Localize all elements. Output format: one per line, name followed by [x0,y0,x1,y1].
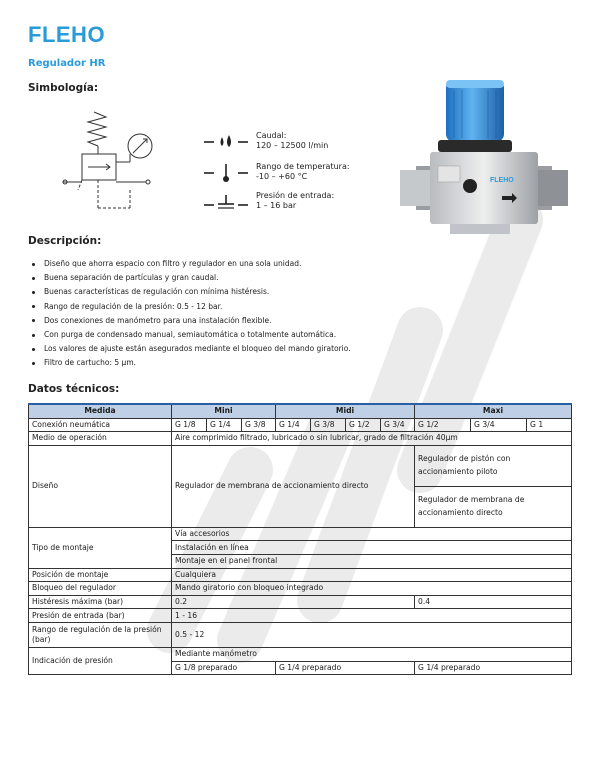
connection-cell: G 1/4 [276,418,311,432]
regulator-symbol-icon [58,110,168,220]
inlet-label: Presión de entrada (bar) [29,609,172,623]
table-row [29,432,572,446]
lock-value: Mando giratorio con bloqueo integrado [172,582,572,596]
connection-cell: G 1/2 [346,418,381,432]
list-item: Los valores de ajuste están asegurados mediante el bloqueo del mando giratorio. [30,342,570,356]
table-row [29,609,572,623]
connection-cell: G 1/8 [172,418,207,432]
header-mini: Mini [172,404,276,418]
mounting-option: Montaje en el panel frontal [172,554,572,568]
connection-cell: G 1/4 [207,418,242,432]
list-item: Filtro de cartucho: 5 μm. [30,356,570,370]
list-item: Con purga de condensado manual, semiautomática o totalmente automática. [30,328,570,342]
flow-label: Caudal: [256,131,287,140]
connection-cell: G 3/8 [311,418,346,432]
range-value: 0.5 - 12 [172,622,572,647]
position-label: Posición de montaje [29,568,172,582]
connection-cell: G 3/4 [381,418,415,432]
hysteresis-small: 0.2 [172,595,415,609]
indication-midi: G 1/4 preparado [276,661,415,675]
description-heading: Descripción: [28,235,102,247]
list-item: Diseño que ahorra espacio con filtro y regulador en una sola unidad. [30,257,570,271]
design-maxi-membrane: Regulador de membrana de accionamiento directo [415,486,572,527]
tech-data-heading: Datos técnicos: [28,383,120,395]
indication-value: Mediante manómetro [172,647,572,661]
pressure-label: Presión de entrada: [256,191,335,200]
connection-label: Conexión neumática [29,418,172,432]
indication-maxi: G 1/4 preparado [415,661,572,675]
table-row [29,445,572,486]
table-row [29,418,572,432]
connection-cell: G 3/4 [471,418,527,432]
list-item: Rango de regulación de la presión: 0.5 - 12 bar. [30,300,570,314]
table-row [29,622,572,647]
list-item: Dos conexiones de manómetro para una instalación flexible. [30,314,570,328]
table-header-row [29,404,572,418]
connection-cell: G 3/8 [242,418,276,432]
list-item: Buenas características de regulación con mínima histéresis. [30,285,570,299]
symbology-heading: Simbología: [28,82,99,94]
regulator-product-image [398,74,570,254]
range-label: Rango de regulación de la presión (bar) [29,622,172,647]
thermometer-icon [200,162,256,184]
pressure-value: 1 – 16 bar [256,201,297,210]
indication-label: Indicación de presión [29,647,172,674]
flow-value: 120 – 12500 l/min [256,141,329,150]
medium-label: Medio de operación [29,432,172,446]
connection-cell: G 1/2 [415,418,471,432]
table-row [29,568,572,582]
mounting-label: Tipo de montaje [29,527,172,568]
position-value: Cualquiera [172,568,572,582]
inlet-value: 1 - 16 [172,609,572,623]
indication-mini: G 1/8 preparado [172,661,276,675]
product-subtitle: Regulador HR [28,58,106,69]
mounting-option: Vía accesorios [172,527,572,541]
legend-flow [200,131,328,153]
mounting-option: Instalación en línea [172,541,572,555]
temperature-value: -10 – +60 °C [256,172,308,181]
design-maxi-piston: Regulador de pistón con accionamiento piloto [415,445,572,486]
temperature-label: Rango de temperatura: [256,162,350,171]
legend-temperature [200,162,350,184]
product-brand-label: FLEHO [490,177,514,184]
table-row [29,647,572,661]
water-drops-icon [200,131,256,153]
hysteresis-label: Histéresis máxima (bar) [29,595,172,609]
lock-label: Bloqueo del regulador [29,582,172,596]
design-label: Diseño [29,445,172,527]
hysteresis-maxi: 0.4 [415,595,572,609]
header-maxi: Maxi [415,404,572,418]
brand-logo: FLEHO [28,22,106,47]
table-row [29,527,572,541]
pressure-icon [200,191,256,213]
table-row [29,582,572,596]
design-main: Regulador de membrana de accionamiento directo [172,445,415,527]
list-item: Buena separación de partículas y gran caudal. [30,271,570,285]
medium-value: Aire comprimido filtrado, lubricado o sin lubricar, grado de filtración 40µm [172,432,572,446]
connection-cell: G 1 [527,418,572,432]
description-list [30,257,570,371]
tech-data-table [28,403,572,675]
table-row [29,595,572,609]
header-measure: Medida [29,404,172,418]
header-midi: Midi [276,404,415,418]
legend-pressure [200,191,334,213]
